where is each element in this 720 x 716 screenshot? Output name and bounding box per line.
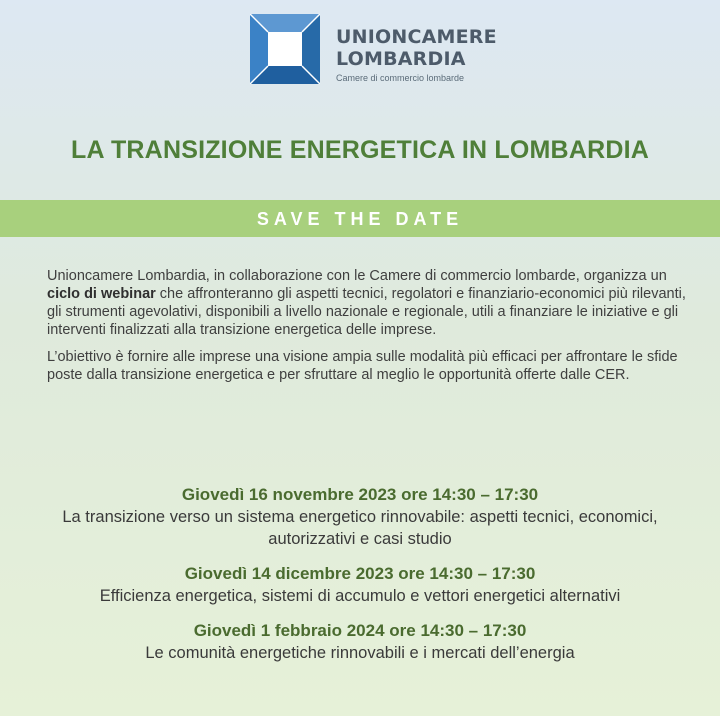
event-item (0, 563, 720, 607)
logo (250, 14, 497, 86)
logo-text (336, 26, 497, 83)
event-date: Giovedì 14 dicembre 2023 ore 14:30 – 17:30 (184, 564, 536, 583)
intro-text (47, 267, 687, 393)
logo-name-line2: LOMBARDIA (336, 48, 466, 70)
intro-p1-highlight: ciclo di webinar (47, 286, 156, 302)
logo-tagline: Camere di commercio lombarde (336, 73, 465, 83)
save-the-date-banner (0, 200, 720, 237)
page-title: LA TRANSIZIONE ENERGETICA IN LOMBARDIA (71, 136, 649, 164)
intro-paragraph-1 (47, 267, 687, 339)
banner-text: SAVE THE DATE (256, 209, 464, 229)
event-title: Le comunità energetiche rinnovabili e i mercati dell’energia (145, 644, 575, 662)
event-title: Efficienza energetica, sistemi di accumulo e vettori energetici alternativi (99, 587, 621, 605)
event-list (0, 484, 720, 677)
intro-paragraph-2: L’obiettivo è fornire alle imprese una visione ampia sulle modalità più efficaci per affrontare le sfide poste dalla transizione energetica e per sfruttare al meglio le opportunità offerte dalle CER. (47, 349, 678, 383)
intro-p1-start: Unioncamere Lombardia, in collaborazione con le Camere di commercio lombarde, organizza un (47, 268, 667, 284)
unioncamere-logo-icon (250, 14, 320, 84)
event-date: Giovedì 16 novembre 2023 ore 14:30 – 17:30 (181, 485, 539, 504)
event-title: La transizione verso un sistema energetico rinnovabile: aspetti tecnici, economici, autorizzativi e casi studio (62, 508, 658, 548)
event-item (0, 620, 720, 664)
intro-p1-end: che affronteranno gli aspetti tecnici, regolatori e finanziario-economici più rilevanti, gli strumenti agevolativi, disponibili a livello nazionale e regionale, utili a finanziare le iniziative e gli interventi finalizzati alla transizione energetica delle imprese. (47, 286, 686, 338)
event-date: Giovedì 1 febbraio 2024 ore 14:30 – 17:30 (193, 621, 527, 640)
event-item (0, 484, 720, 550)
logo-name-line1: UNIONCAMERE (336, 26, 497, 48)
